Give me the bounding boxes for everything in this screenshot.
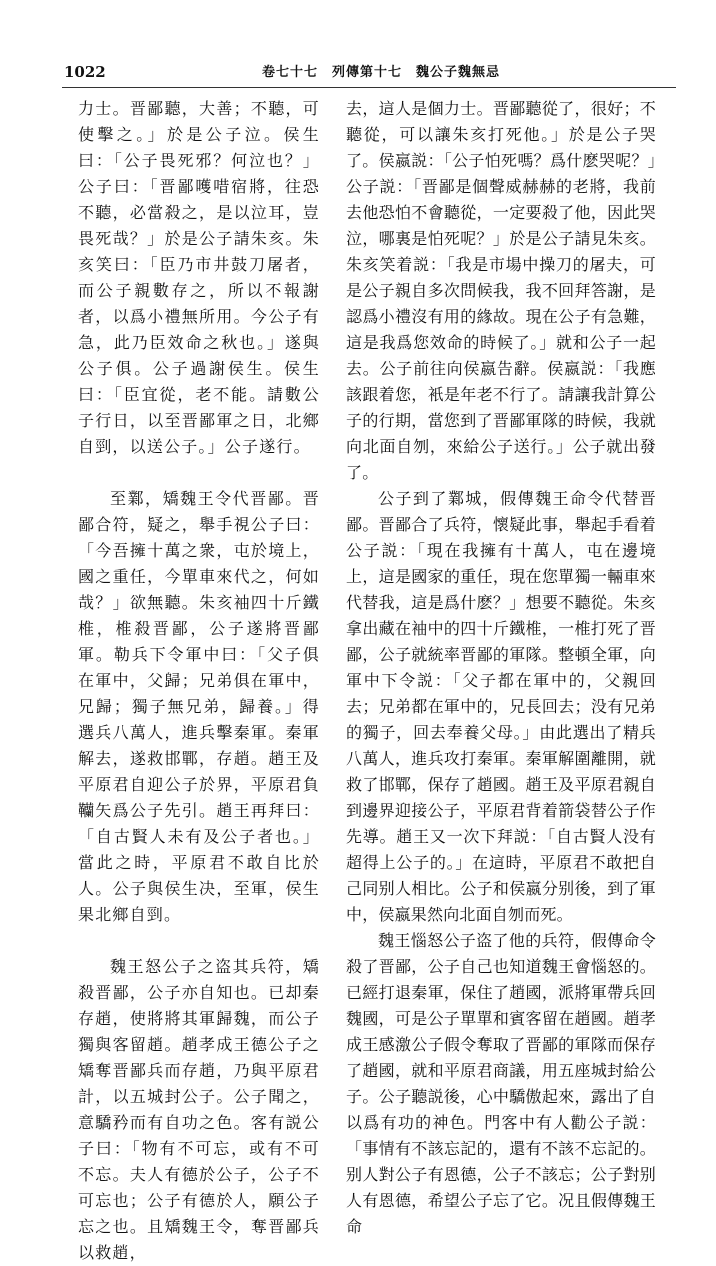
- translation-paragraph-3: 魏王惱怒公子盗了他的兵符，假傳命令殺了晋鄙，公子自己也知道魏王會惱怒的。已經打退秦軍，保住了趙國，派將軍帶兵回魏國，可是公子單單和賓客留在趙國。趙孝成王感激公子假令奪取了晋鄙的軍隊而保存了趙國，就和平原君商議，用五座城封給公子。公子聽説後，心中驕傲起來，露出了自以爲有功的神色。門客中有人勸公子説：「事情有不該忘記的，還有不該不忘記的。别人對公子有恩德，公子不該忘；公子對别人有恩德，希望公子忘了它。况且假傳魏王命: [346, 931, 656, 1236]
- classical-paragraph-2: 至鄴，矯魏王令代晋鄙。晋鄙合符，疑之，舉手視公子曰：「今吾擁十萬之衆，屯於境上，國之重任，今單車來代之，何如哉？」欲無聽。朱亥袖四十斤鐵椎，椎殺晋鄙，公子遂將晋鄙軍。勒兵下令軍中曰：「父子俱在軍中，父歸；兄弟俱在軍中，兄歸；獨子無兄弟，歸養。」得選兵八萬人，進兵擊秦軍。秦軍解去，遂救邯鄲，存趙。趙王及平原君自迎公子於界，平原君負韊矢爲公子先引。趙王再拜曰：「自古賢人未有及公子者也。」當此之時，平原君不敢自比於人。公子與侯生决，至軍，侯生果北鄉自剄。: [78, 489, 320, 924]
- classical-text-column: [78, 96, 320, 1262]
- classical-paragraph-1: 力士。晋鄙聽，大善；不聽，可使擊之。」於是公子泣。侯生曰：「公子畏死邪？何泣也？」公子曰：「晋鄙嚄唶宿將，往恐不聽，必當殺之，是以泣耳，豈畏死哉？」於是公子請朱亥。朱亥笑曰：「臣乃市井鼓刀屠者，而公子親數存之，所以不報謝者，以爲小禮無所用。今公子有急，此乃臣效命之秋也。」遂與公子俱。公子過謝侯生。侯生曰：「臣宜從，老不能。請數公子行日，以至晋鄙軍之日，北鄉自剄，以送公子。」公子遂行。: [78, 99, 320, 456]
- classical-paragraph-3: 魏王怒公子之盗其兵符，矯殺晋鄙，公子亦自知也。已却秦存趙，使將將其軍歸魏，而公子獨與客留趙。趙孝成王德公子之矯奪晋鄙兵而存趙，乃與平原君計，以五城封公子。公子聞之，意驕矜而有自功之色。客有説公子曰：「物有不可忘，或有不可不忘。夫人有德於公子，公子不可忘也；公子有德於人，願公子忘之也。且矯魏王令，奪晋鄙兵以救趙，: [78, 957, 320, 1262]
- translation-text-column: [346, 96, 656, 1236]
- page-number: 1022: [64, 63, 106, 81]
- translation-paragraph-1: 去，這人是個力士。晋鄙聽從了，很好；不聽從，可以讓朱亥打死他。」於是公子哭了。侯嬴説：「公子怕死嗎？爲什麽哭呢？」公子説：「晋鄙是個聲威赫赫的老將，我前去他恐怕不會聽從，一定要殺了他，因此哭泣，哪裏是怕死呢？」於是公子請見朱亥。朱亥笑着説：「我是市場中操刀的屠夫，可是公子親自多次問候我，我不回拜答謝，是認爲小禮沒有用的緣故。現在公子有急難，這是我爲您效命的時候了。」就和公子一起去。公子前往向侯嬴告辭。侯嬴説：「我應該跟着您，衹是年老不行了。請讓我計算公子的行期，當您到了晋鄙軍隊的時候，我就向北面自刎，來給公子送行。」公子就出發了。: [346, 99, 656, 482]
- page-header: [62, 55, 676, 88]
- translation-paragraph-2: 公子到了鄴城，假傳魏王命令代替晋鄙。晋鄙合了兵符，懷疑此事，舉起手看着公子説：「現在我擁有十萬人，屯在邊境上，這是國家的重任，現在您單獨一輛車來代替我，這是爲什麽？」想要不聽從。朱亥拿出藏在袖中的四十斤鐵椎，一椎打死了晋鄙，公子就統率晋鄙的軍隊。整頓全軍，向軍中下令説：「父子都在軍中的，父親回去；兄弟都在軍中的，兄長回去；没有兄弟的獨子，回去奉養父母。」由此選出了精兵八萬人，進兵攻打秦軍。秦軍解圍離開，就救了邯鄲，保存了趙國。趙王及平原君親自到邊界迎接公子，平原君背着箭袋替公子作先導。趙王又一次下拜説：「自古賢人没有超得上公子的。」在這時，平原君不敢把自己同别人相比。公子和侯嬴分别後，到了軍中，侯嬴果然向北面自刎而死。: [346, 489, 656, 924]
- running-head: 卷七十七 列傳第十七 魏公子魏無忌: [262, 65, 501, 80]
